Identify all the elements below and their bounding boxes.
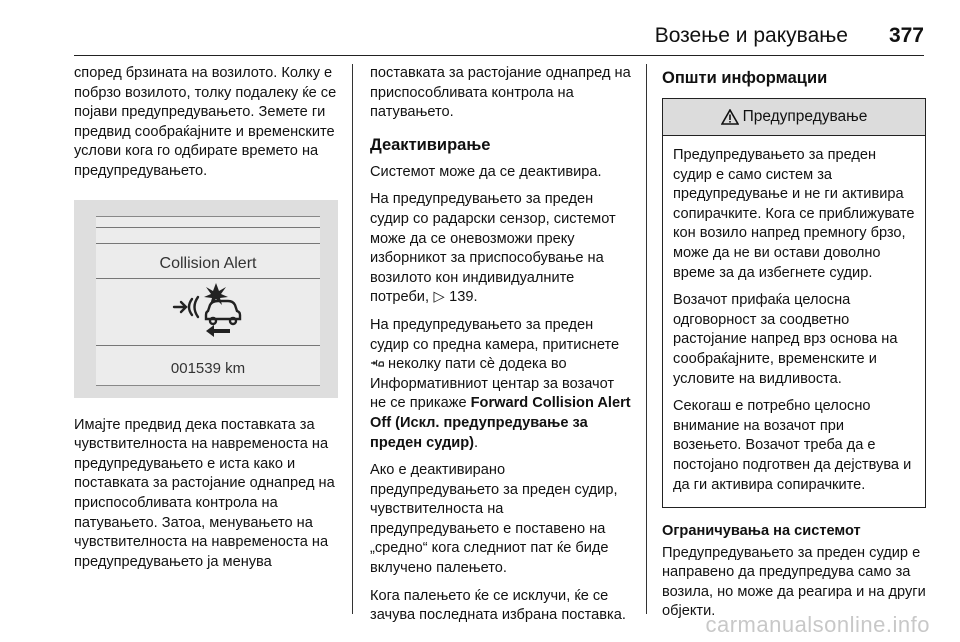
paragraph-text: .	[473, 434, 479, 451]
column-divider-1	[352, 64, 353, 614]
column-divider-2	[646, 64, 647, 614]
paragraph: поставката за растојание однапред на приспособливата контрола на патувањето.	[370, 65, 631, 121]
section-heading-general: Општи информации	[662, 69, 828, 87]
warning-triangle-icon	[721, 109, 739, 125]
paragraph	[370, 316, 634, 453]
page-reference[interactable]: 139.	[449, 289, 478, 306]
display-line	[96, 227, 320, 228]
paragraph: Предупредувањето за преден судир е само систем за предупредување и не ги активира сопирачките. Кога се приближувате кон возило напред премногу брзо, може да не ви остави доволно време за да избегнете судир.	[673, 147, 915, 281]
column-right	[662, 64, 926, 630]
paragraph-text: неколку пати сѐ додека во Информативниот центар за возачот не се прикаже	[370, 356, 615, 412]
warning-header	[663, 99, 925, 136]
warning-body	[663, 136, 925, 507]
display-line	[96, 345, 320, 346]
collision-alert-figure	[74, 200, 338, 398]
paragraph-text: На предупредувањето за преден судир со радарски сензор, системот може да се оневозможи преку изборникот за приспособување на возилото кон индивидуалните потреби,	[370, 191, 616, 306]
column-left	[74, 64, 344, 580]
odometer-reading: 001539 km	[170, 359, 246, 377]
warning-title: Предупредување	[742, 108, 868, 126]
paragraph: Секогаш е потребно целосно внимание на возачот при возењето. Возачот треба да е постојано подготвен да дејствува и да ги активира сопирачките.	[673, 398, 912, 493]
paragraph: Системот може да се деактивира.	[370, 163, 602, 180]
display-message: Forward Collision Alert Off (Искл. предупредување за преден судир)	[370, 395, 631, 451]
paragraph: според брзината на возилото. Колку е побрзо возилото, толку подалеку ќе се појави предупредувањето. Земете ги предвид сообраќајните и временските услови кога го одбирате времето на предупредувањето.	[74, 65, 337, 179]
page-header	[0, 0, 960, 58]
watermark: carmanualsonline.info	[705, 612, 930, 637]
collision-alert-button-icon	[370, 357, 384, 369]
paragraph: Возачот прифаќа целосна одговорност за соодветно растојание напред врз основа на сообраќајните, временските и условите на видливоста.	[673, 292, 898, 387]
display-title: Collision Alert	[159, 254, 257, 272]
header-divider	[74, 55, 924, 56]
section-heading-deactivation: Деактивирање	[370, 135, 491, 154]
display-screen	[96, 216, 320, 386]
section-heading-limitations: Ограничувања на системот	[662, 523, 861, 540]
column-middle	[370, 64, 634, 634]
paragraph: Кога палењето ќе се исклучи, ќе се зачува последната избрана поставка.	[370, 587, 626, 624]
display-line	[96, 243, 320, 244]
page-title: Возење и ракување	[654, 24, 848, 47]
reference-arrow-icon: ▷	[433, 289, 445, 306]
paragraph-text: На предупредувањето за преден судир со предна камера, притиснете	[370, 316, 620, 353]
collision-alert-icon	[170, 281, 250, 337]
paragraph: Ако е деактивирано предупредувањето за преден судир, чувствителноста на предупредувањето е поставено на „средно“ кога следниот пат ќе биде вклучено палењето.	[370, 462, 618, 577]
display-line	[96, 278, 320, 279]
page-number: 377	[888, 24, 924, 47]
paragraph: Предупредувањето за преден судир е направено да предупредува само за возила, но може да реагира и на други објекти.	[662, 544, 926, 620]
paragraph: Имајте предвид дека поставката за чувствителноста на навременоста на предупредувањето е иста како и поставката за растојание однапред на приспособливата контрола на патувањето. Затоа, менувањето на чувствителноста на навременоста на предупредувањето ја менува	[74, 416, 335, 570]
warning-box	[662, 98, 926, 508]
paragraph	[370, 190, 634, 308]
